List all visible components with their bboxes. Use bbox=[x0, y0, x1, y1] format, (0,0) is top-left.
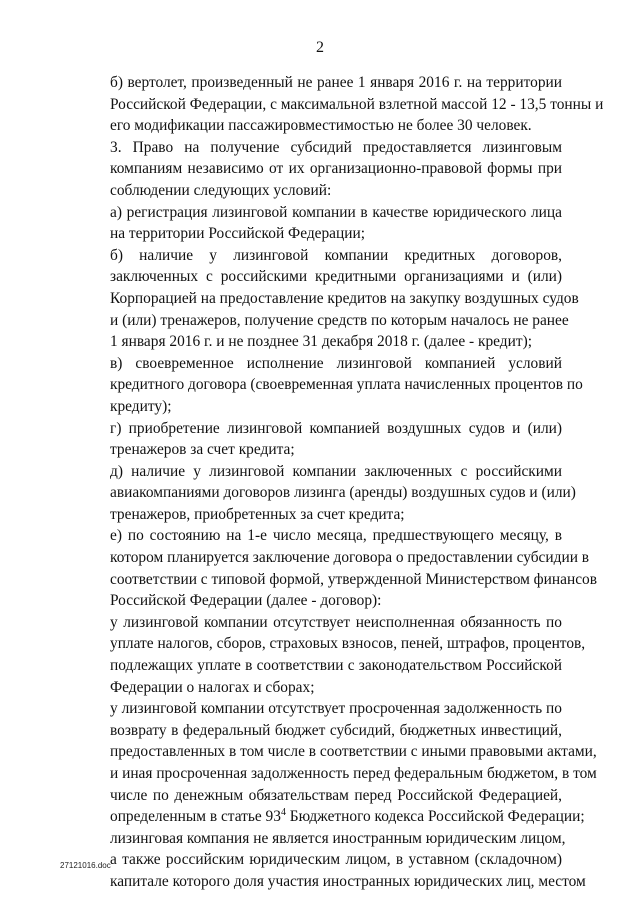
text-fragment: Бюджетного кодекса Российской Федерации; bbox=[285, 808, 585, 826]
text-line: в) своевременное исполнение лизинговой компанией условий bbox=[110, 354, 562, 372]
text-line: г) приобретение лизинговой компанией воздушных судов и (или) bbox=[110, 419, 562, 437]
paragraph-3-subsidy-right bbox=[72, 137, 562, 202]
text-line: у лизинговой компании отсутствует просроченная задолженность по bbox=[110, 700, 562, 718]
text-line: кредитного договора (своевременная уплата начисленных процентов по bbox=[110, 376, 583, 394]
text-line: и (или) тренажеров, получение средств по которым началось не ранее bbox=[110, 311, 569, 329]
text-line: соответствии с типовой формой, утвержденной Министерством финансов bbox=[110, 570, 597, 588]
text-line: 3. Право на получение субсидий предоставляется лизинговым bbox=[110, 138, 562, 156]
text-line: числе по денежным обязательствам перед Российской Федерацией, bbox=[110, 786, 562, 804]
text-line: и иная просроченная задолженность перед федеральным бюджетом, в том bbox=[110, 765, 597, 782]
paragraph-not-foreign-entity bbox=[72, 828, 586, 893]
paragraph-no-budget-debt bbox=[72, 698, 597, 828]
text-line: Российской Федерации, с максимальной взлетной массой 12 - 13,5 тонны и bbox=[110, 95, 604, 113]
text-line: тренажеров за счет кредита; bbox=[110, 441, 295, 459]
paragraph-d-leasing-contracts bbox=[72, 461, 576, 526]
text-line: капитале которого доля участия иностранных юридических лиц, местом bbox=[110, 872, 586, 890]
text-line: уплате налогов, сборов, страховых взносов, пеней, штрафов, процентов, bbox=[110, 635, 586, 653]
text-line: а) регистрация лизинговой компании в качестве юридического лица bbox=[110, 203, 562, 221]
paragraph-no-tax-debt bbox=[72, 612, 586, 698]
text-line: б) вертолет, произведенный не ранее 1 января 2016 г. на территории bbox=[110, 74, 562, 91]
file-name-footer: 27121016.doc bbox=[60, 861, 111, 870]
text-line: у лизинговой компании отсутствует неисполненная обязанность по bbox=[110, 613, 562, 631]
page-number: 2 bbox=[316, 39, 324, 56]
text-line: соблюдении следующих условий: bbox=[110, 181, 332, 199]
text-line: котором планируется заключение договора о предоставлении субсидии в bbox=[110, 549, 590, 567]
text-line: лизинговая компания не является иностранным юридическим лицом, bbox=[110, 829, 566, 847]
paragraph-b-credit-agreements bbox=[72, 245, 579, 353]
text-line: тренажеров, приобретенных за счет кредита; bbox=[110, 505, 405, 523]
text-line: 1 января 2016 г. и не позднее 31 декабря 2018 г. (далее - кредит); bbox=[110, 333, 532, 351]
text-line: кредиту); bbox=[110, 397, 172, 415]
text-line: возврату в федеральный бюджет субсидий, бюджетных инвестиций, bbox=[110, 721, 562, 739]
paragraph-g-acquisition bbox=[72, 418, 562, 461]
paragraph-e-conditions-date bbox=[72, 525, 597, 611]
text-line: Федерации о налогах и сборах; bbox=[110, 678, 315, 696]
paragraph-a-registration bbox=[72, 202, 562, 245]
text-line: а также российским юридическим лицом, в уставном (складочном) bbox=[110, 851, 562, 869]
text-line: б) наличие у лизинговой компании кредитных договоров, bbox=[110, 246, 562, 264]
text-line-with-superscript bbox=[72, 806, 585, 828]
text-line: д) наличие у лизинговой компании заключенных с российскими bbox=[110, 462, 562, 480]
text-line: Корпорацией на предоставление кредитов на закупку воздушных судов bbox=[110, 289, 579, 307]
article-superscript: 4 bbox=[280, 807, 286, 819]
text-line: авиакомпаниями договоров лизинга (аренды) воздушных судов и (или) bbox=[110, 484, 576, 502]
paragraph-b-helicopter bbox=[72, 72, 604, 137]
text-line: его модификации пассажировместимостью не более 30 человек. bbox=[110, 117, 532, 135]
document-body bbox=[72, 72, 604, 893]
text-line: компаниям независимо от их организационно-правовой формы при bbox=[110, 160, 562, 178]
text-line: заключенных с российскими кредитными организациями и (или) bbox=[110, 268, 562, 286]
text-line: Российской Федерации (далее - договор): bbox=[110, 592, 382, 610]
text-line: предоставленных в том числе в соответствии с иными правовыми актами, bbox=[110, 743, 597, 761]
text-line: на территории Российской Федерации; bbox=[110, 225, 365, 243]
text-fragment: определенным в статье 93 bbox=[110, 808, 281, 826]
text-line: подлежащих уплате в соответствии с законодательством Российской bbox=[110, 657, 562, 675]
text-line: е) по состоянию на 1-е число месяца, предшествующего месяцу, в bbox=[110, 527, 562, 545]
paragraph-v-timely-execution bbox=[72, 353, 583, 418]
